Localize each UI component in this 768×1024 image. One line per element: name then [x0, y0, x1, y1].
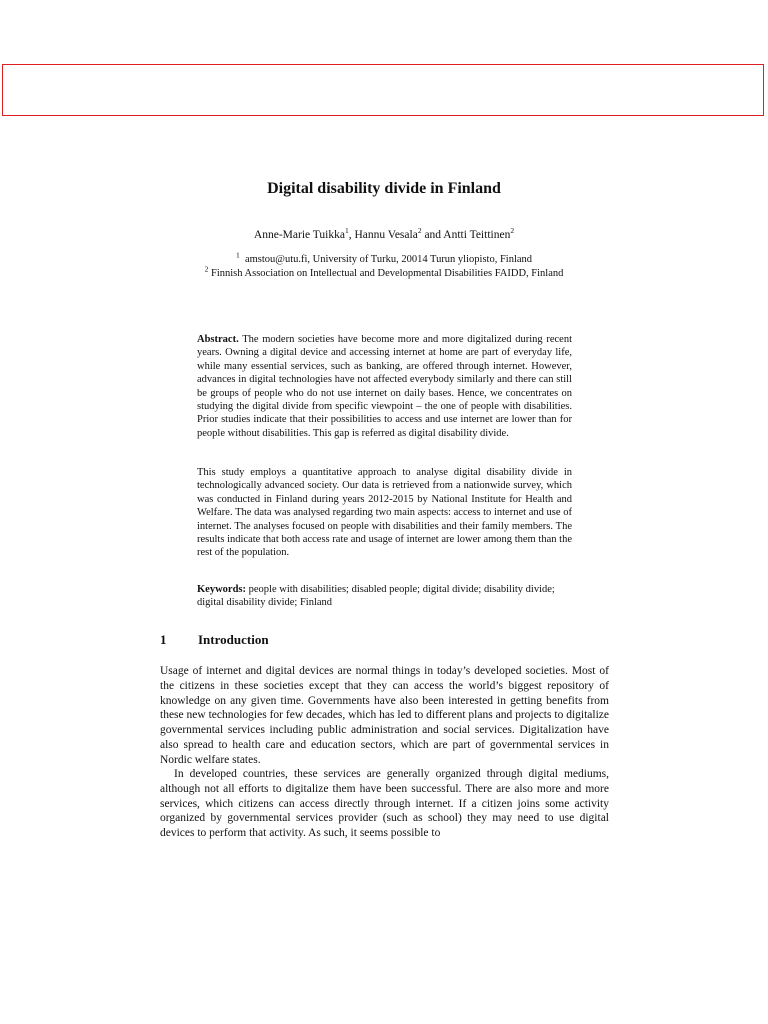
affiliation-superscript: 2	[204, 264, 209, 274]
author-name: Anne-Marie Tuikka	[253, 229, 345, 241]
header-placeholder-box	[2, 64, 764, 116]
author-superscript: 1	[344, 226, 349, 236]
keywords-text: people with disabilities; disabled people; digital divide; disability divide; digital disability divide; Finland	[197, 584, 555, 609]
keywords	[197, 583, 572, 610]
keywords-label: Keywords:	[197, 584, 246, 595]
affiliation-text: Finnish Association on Intellectual and Developmental Disabilities FAIDD, Finland	[208, 268, 564, 279]
affiliation-text: amstou@utu.fi, University of Turku, 20014 Turun yliopisto, Finland	[239, 254, 533, 265]
section-number: 1	[160, 632, 167, 647]
abstract-label: Abstract.	[197, 334, 239, 345]
author-list	[0, 226, 768, 241]
section-heading	[160, 632, 620, 648]
body-paragraph-1: Usage of internet and digital devices are normal things in today’s developed societies. Most of the citizens in these societies except that they can access the world’s biggest repository of knowledge on any given time. Governments have also been interested in getting benefits from these new technologies for few decades, which has led to different plans and projects to digitalize governmental services including public administration and social services. Digitalization have also spread to health care and education sectors, which are part of governmental services in Nordic welfare states.	[160, 665, 609, 766]
affiliation-superscript: 1	[235, 250, 240, 260]
author-superscript: 2	[417, 226, 422, 236]
abstract-paragraph-2: This study employs a quantitative approach to analyse digital disability divide in technologically advanced society. Our data is retrieved from a nationwide survey, which was conducted in Finland during years 2012-2015 by National Institute for Health and Welfare. The data was analysed regarding two main aspects: access to internet and use of internet. The analyses focused on people with disabilities and their family members. The results indicate that both access rate and usage of internet are lower among them than the rest of the population.	[197, 467, 572, 559]
author-superscript: 2	[510, 226, 515, 236]
author-name: Hannu Vesala	[354, 229, 418, 241]
author-name: Antti Teittinen	[443, 229, 511, 241]
affiliation-1	[0, 250, 768, 265]
abstract-paragraph-1	[197, 333, 572, 440]
affiliation-2	[0, 264, 768, 279]
author-separator: ,	[348, 229, 355, 241]
body-paragraph-2: In developed countries, these services are generally organized through digital mediums, although not all efforts to digitalize them have been successful. There are also more and more services, which citizens can access directly through internet. If a citizen joins some activity organized by governmental services provider (such as school) they may need to use digital devices to perform that activity. As such, it seems possible to	[160, 768, 609, 840]
author-separator: and	[421, 229, 444, 241]
section-title: Introduction	[198, 632, 269, 647]
paper-title: Digital disability divide in Finland	[267, 180, 501, 197]
abstract-text: The modern societies have become more and more digitalized during recent years. Owning a digital device and accessing internet at home are part of everyday life, while many essential services, such as banking, are offered through internet. However, advances in digital technologies have not affected everybody similarly and there can still be groups of people who do not use internet on daily bases. Hence, we concentrates on studying the digital divide from specific viewpoint – the one of people with disabilities. Prior studies indicate that their possibilities to access and use internet are lower than for people without disabilities. This gap is referred as digital disability divide.	[197, 334, 572, 439]
